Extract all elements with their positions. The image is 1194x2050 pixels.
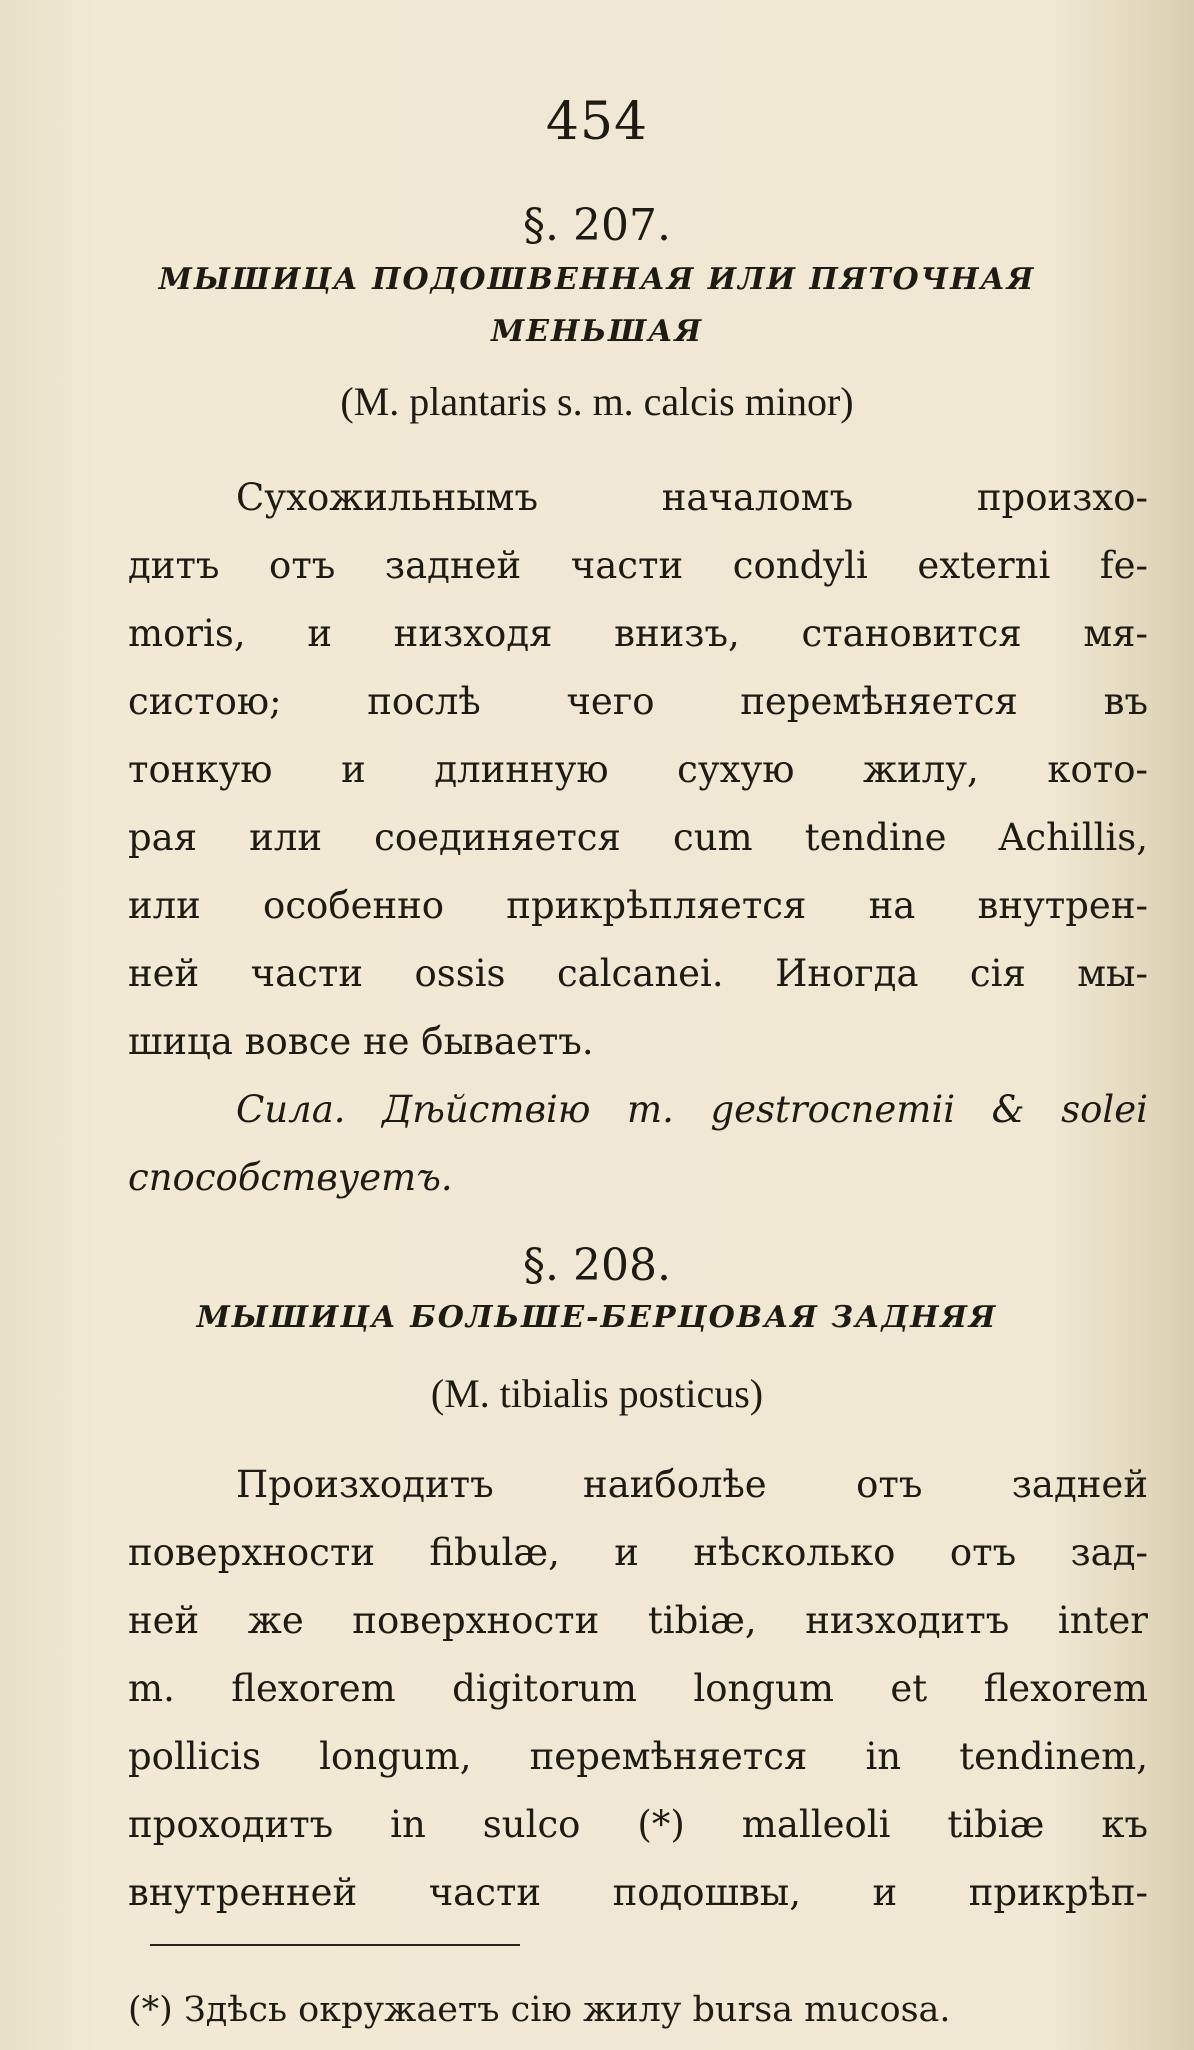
text-line: способствуетъ. [128, 1156, 453, 1199]
text-line: ней же поверхности tibiæ, низходитъ inter [128, 1599, 1148, 1642]
latin-name: (M. tibialis posticus) [430, 1371, 764, 1416]
text-line: ней части ossis calcanei. Иногда сія мы- [128, 952, 1148, 995]
section-number: §. 207. [523, 200, 671, 251]
text-line: m. flexorem digitorum longum et flexorem [128, 1667, 1148, 1710]
text-line: или особенно прикрѣпляется на внутрен- [128, 884, 1148, 927]
section-title-line: МЫШИЦА БОЛЬШЕ-БЕРЦОВАЯ ЗАДНЯЯ [196, 1300, 998, 1335]
text-line: систою; послѣ чего перемѣняется въ [128, 680, 1148, 723]
text-line: внутренней части подошвы, и прикрѣп- [128, 1871, 1148, 1914]
page-number: 454 [545, 92, 649, 152]
section-number: §. 208. [523, 1240, 671, 1291]
footnote: (*) Здѣсь окружаетъ сію жилу bursa mucosa. [128, 1990, 951, 2030]
section-title-line: МЫШИЦА ПОДОШВЕННАЯ ИЛИ ПЯТОЧНАЯ [158, 262, 1036, 297]
text-line: поверхности fibulæ, и нѣсколько отъ зад- [128, 1531, 1148, 1574]
footnote-rule [150, 1944, 520, 1946]
text-line: проходитъ in sulco (*) malleoli tibiæ къ [128, 1803, 1148, 1846]
text-line: дитъ отъ задней части condyli externi fe- [128, 544, 1148, 587]
text-line: Произходитъ наиболѣе отъ задней [236, 1463, 1148, 1506]
text-line: шица вовсе не бываетъ. [128, 1020, 594, 1063]
text-line: pollicis longum, перемѣняется in tendinem, [128, 1735, 1148, 1778]
text-line: moris, и низходя внизъ, становится мя- [128, 612, 1148, 655]
section-title-line: МЕНЬШАЯ [490, 314, 704, 349]
text-line: Сухожильнымъ началомъ произхо- [236, 476, 1148, 519]
latin-name: (M. plantaris s. m. calcis minor) [340, 379, 854, 424]
text-line: Сила. Дѣйствію m. gestrocnemii & solei [236, 1088, 1148, 1131]
text-line: тонкую и длинную сухую жилу, кото- [128, 748, 1148, 791]
text-line: рая или соединяется cum tendine Achillis, [128, 816, 1148, 859]
